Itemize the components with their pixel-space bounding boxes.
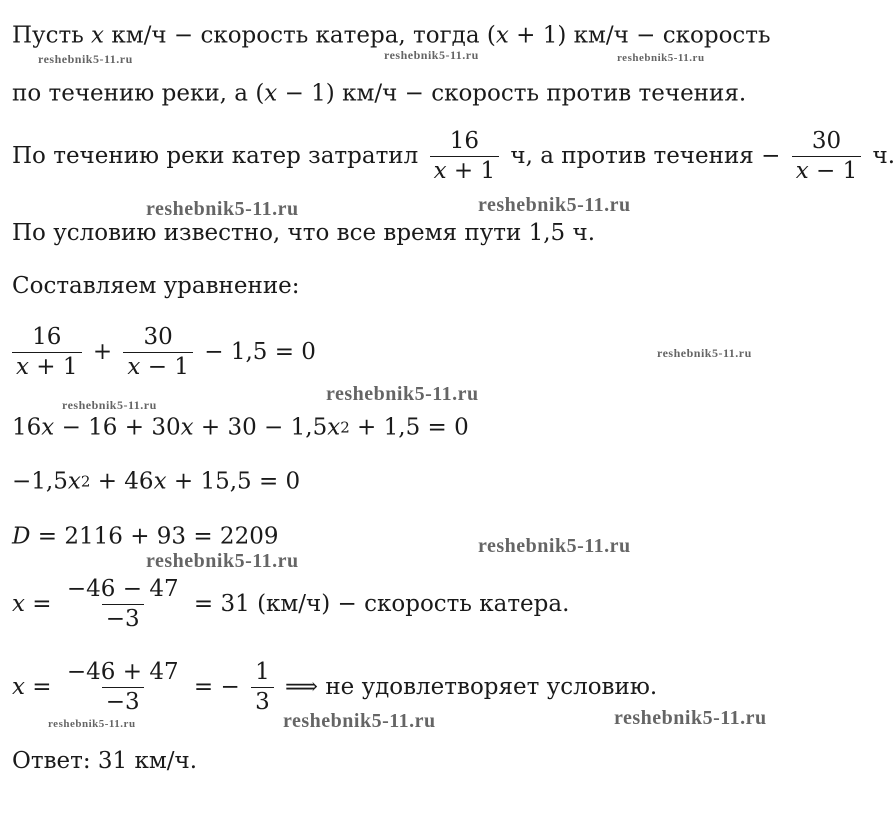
var-x: x [91,22,105,49]
numerator: −46 + 47 [66,659,179,685]
watermark: reshebnik5-11.ru [614,707,767,729]
watermark: reshebnik5-11.ru [478,194,631,216]
denominator [430,156,500,183]
var-x: x [264,80,278,107]
denominator [123,352,193,379]
var-x: x [12,591,25,617]
fraction-root-2 [63,661,183,714]
numerator: 1 [255,659,270,685]
denominator: −3 [102,604,144,631]
watermark: reshebnik5-11.ru [146,198,299,220]
numerator: 16 [32,324,62,350]
var-x: x [127,354,141,380]
denominator: −3 [102,687,144,714]
var-x: x [433,158,447,184]
answer-line: Ответ: 31 км/ч. [12,748,198,774]
line-1 [12,24,771,48]
var-x: x [495,22,509,49]
fraction-one-third [251,661,274,714]
text: + 1,5 = 0 [349,414,469,441]
fraction-16 [12,326,82,379]
line-5: Составляем уравнение: [12,273,300,299]
denominator [12,352,82,379]
watermark: reshebnik5-11.ru [146,550,299,572]
text: − 16 + 30 [54,414,181,441]
numerator: −46 − 47 [66,576,179,602]
fraction-root-1 [63,578,183,631]
var-x: x [153,468,167,495]
plus-sign: + [92,339,113,365]
text: − 1) км/ч − скорость против течения. [277,80,747,107]
var-x: x [180,414,194,441]
text: 16 [12,414,42,441]
line-7 [12,416,469,440]
denominator [792,156,862,183]
text: = 2116 + 93 = 2209 [30,523,279,550]
watermark: reshebnik5-11.ru [283,710,436,732]
line-11 [12,661,657,714]
text: + 1 [28,354,78,380]
var-x: x [41,414,55,441]
text: −1,5 [12,468,68,495]
watermark: reshebnik5-11.ru [478,535,631,557]
numerator: 30 [143,324,173,350]
text: + 30 − 1,5 [193,414,328,441]
text: км/ч − скорость катера, тогда ( [104,22,496,49]
watermark: reshebnik5-11.ru [48,718,136,730]
text: По течению реки катер затратил [12,143,419,169]
text: + 15,5 = 0 [166,468,301,495]
exponent: 2 [80,472,91,491]
text: + 46 [90,468,154,495]
text: = 31 (км/ч) − скорость катера. [193,591,570,617]
text: Пусть [12,22,84,49]
text: = [24,591,52,617]
watermark: reshebnik5-11.ru [38,52,133,66]
line-8 [12,470,300,494]
fraction-30 [792,130,862,183]
line-2 [12,82,746,106]
var-d: D [12,523,31,550]
text: ч, а против течения − [510,143,781,169]
watermark: reshebnik5-11.ru [384,48,479,62]
watermark: reshebnik5-11.ru [326,383,479,405]
text: + 1 [446,158,496,184]
line-10 [12,578,569,631]
exponent: 2 [340,418,350,437]
text: ч. [872,143,895,169]
numerator: 30 [811,128,842,154]
var-x: x [16,354,29,380]
var-x: x [327,414,341,441]
text: = − [193,674,240,700]
text: − 1,5 = 0 [204,339,316,365]
watermark: reshebnik5-11.ru [657,346,752,360]
line-6 [8,326,316,379]
line-3 [12,130,895,183]
text: + 1) км/ч − скорость [508,22,771,49]
var-x: x [795,158,809,184]
var-x: x [12,674,25,700]
watermark: reshebnik5-11.ru [62,398,157,412]
fraction-16 [430,130,500,183]
fraction-30 [123,326,193,379]
text: по течению реки, а ( [12,80,265,107]
var-x: x [67,468,81,495]
denominator: 3 [251,687,274,714]
text: ⟹ не удовлетворяет условию. [285,674,658,700]
line-4: По условию известно, что все время пути 1,5 ч. [12,220,596,246]
line-9 [12,525,278,549]
numerator: 16 [449,128,479,154]
text: − 1 [140,354,189,380]
text: − 1 [808,158,858,184]
text: = [24,674,52,700]
watermark: reshebnik5-11.ru [617,52,705,64]
